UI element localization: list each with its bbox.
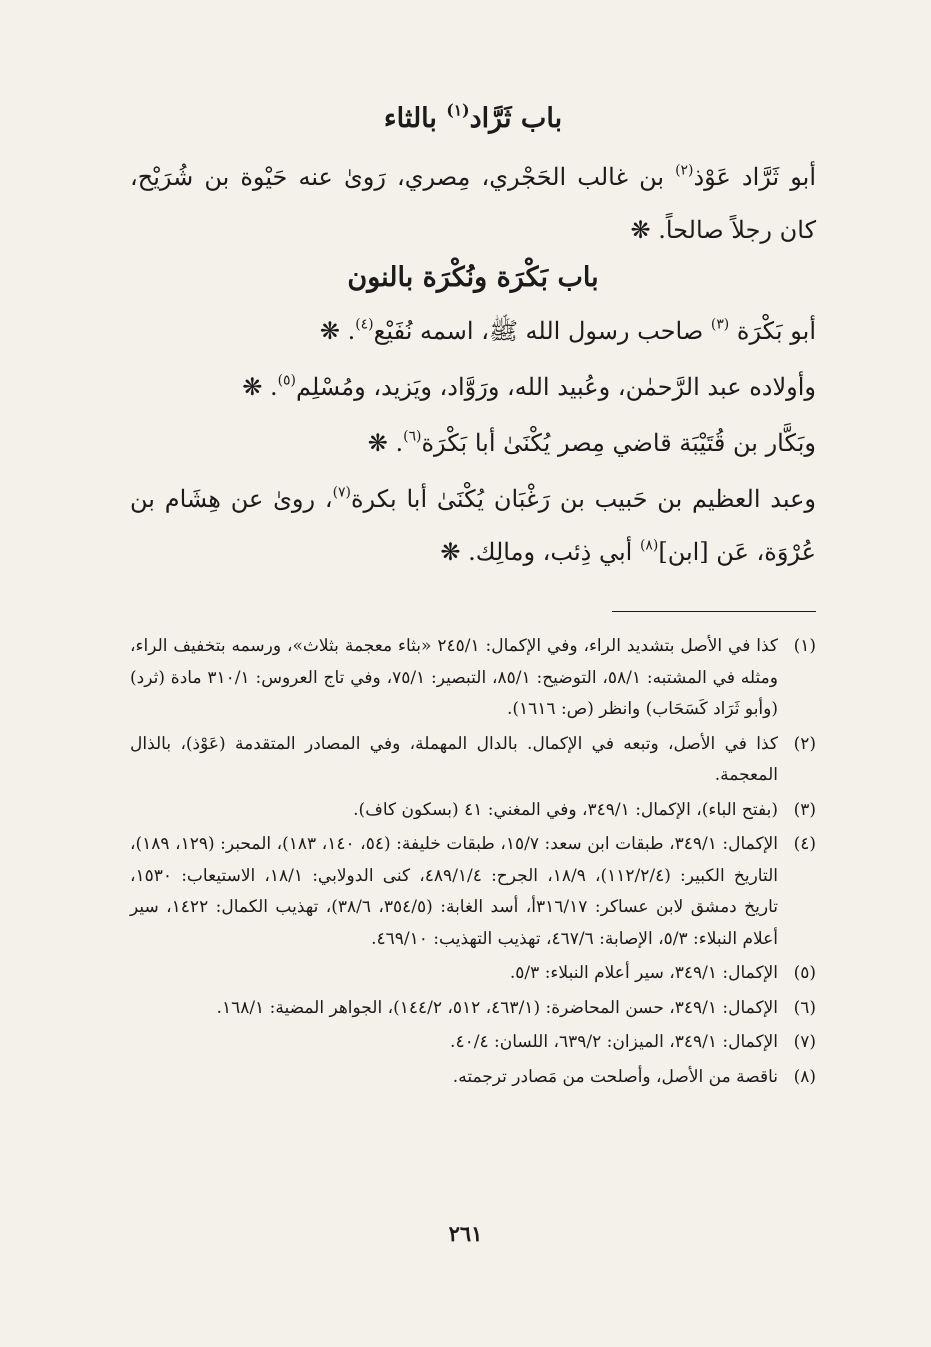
- footnote-number: (١): [793, 636, 816, 656]
- entry-bakkar: [130, 417, 816, 470]
- entry-text: صاحب رسول الله ﷺ، اسمه نُفَيْع: [373, 317, 711, 345]
- heading-text: باب بَكْرَة ونُكْرَة بالنون: [347, 262, 599, 293]
- entry-text: أبو بَكْرَة: [729, 317, 816, 345]
- section-heading-tharrad: [130, 99, 816, 139]
- footnote-divider: [612, 611, 816, 612]
- entry-text: . ❋: [319, 317, 356, 345]
- footnote-marker: (٣): [710, 316, 730, 333]
- footnote: [130, 631, 816, 726]
- footnote-text: (بفتح الباء)، الإكمال: ٣٤٩/١، وفي المغني: ٤١ (بسكون كاف).: [353, 799, 778, 820]
- entry-abd-al-azim: [130, 473, 816, 579]
- footnote-number: (٢): [793, 733, 816, 754]
- footnote-marker: (٦): [403, 428, 422, 445]
- footnote-number: (٣): [793, 799, 816, 820]
- entry-text: ، روىٰ عن هِشَام بن عُرْوَة، عَن [ابن]: [130, 485, 816, 566]
- entry-text: وبَكَّار بن قُتَيْبَة قاضي مِصر يُكْنَىٰ أبا بَكْرَة: [421, 429, 816, 457]
- footnote-text: الإكمال: ٣٤٩/١، الميزان: ٦٣٩/٢، اللسان: ٤٠/٤.: [450, 1032, 778, 1052]
- heading-text: باب ثَرَّاد: [469, 103, 563, 134]
- footnote-marker: (٧): [332, 484, 351, 501]
- footnote-number: (٧): [793, 1032, 816, 1052]
- entry-awlad: [130, 361, 816, 414]
- footnote-marker: (٤): [355, 316, 374, 333]
- entry-text: أبو ثَرَّاد عَوْذ: [693, 163, 817, 191]
- entry-text: . ❋: [242, 373, 278, 401]
- footnote-number: (٦): [793, 997, 816, 1018]
- entry-text: . ❋: [367, 429, 404, 457]
- entry-text: وأولاده عبد الرَّحمٰن، وعُبيد الله، ورَوَّاد، ويَزيد، ومُسْلِم: [295, 373, 816, 401]
- footnote-text: كذا في الأصل بتشديد الراء، وفي الإكمال: ٢٤٥/١ «بثاء معجمة بثلاث»، ورسمه بتخفيف الراء، ومثله في المشتبه: ٥٨/١، التوضيح: ٨٥/١، التبصير: ٧٥/١، وفي تاج العروس: ٣١٠/١ مادة (ثرد) (وأبو ثَرَاد كَسَحَاب) وانظر (ص: ١٦١٦).: [130, 636, 778, 719]
- footnote-number: (٤): [793, 834, 816, 854]
- footnote: [130, 1062, 816, 1094]
- footnote-marker: (٥): [277, 372, 296, 389]
- entry-text: أبي ذِئب، ومالِك. ❋: [440, 538, 640, 566]
- footnote-number: (٨): [793, 1066, 816, 1087]
- footnote: [130, 795, 816, 827]
- heading-text: بالثاء: [383, 103, 447, 134]
- entry-text: وعبد العظيم بن حَبيب بن رَغْبَان يُكْنَىٰ أبا بكرة: [350, 485, 816, 513]
- footnote-text: الإكمال: ٣٤٩/١، سير أعلام النبلاء: ٥/٣.: [509, 963, 778, 983]
- page-number: ٢٦١: [448, 1221, 483, 1246]
- footnote-marker: (١): [446, 100, 470, 120]
- footnote: [130, 729, 816, 792]
- footnote: [130, 829, 816, 955]
- footnote: [130, 993, 816, 1025]
- entry-paragraph: [130, 151, 816, 257]
- footnote-text: ناقصة من الأصل، وأصلحت من مَصادر ترجمته.: [452, 1066, 778, 1087]
- footnote-marker: (٢): [675, 162, 694, 179]
- footnotes: [130, 631, 816, 1093]
- entry-text: بن غالب الحَجْري، مِصري، رَوىٰ عنه حَيْوة بن شُرَيْح، كان رجلاً صالحاً. ❋: [130, 163, 816, 244]
- footnote-number: (٥): [793, 963, 816, 983]
- footnote-marker: (٨): [639, 537, 659, 554]
- footnote: [130, 958, 816, 990]
- entry-abu-tharrad: [130, 151, 816, 257]
- entry-abu-bakra: [130, 305, 816, 358]
- section-heading-bakra: [130, 258, 816, 298]
- footnote-text: الإكمال: ٣٤٩/١، حسن المحاضرة: (٤٦٣/١، ٥١٢، ١٤٤/٢)، الجواهر المضية: ١٦٨/١.: [216, 997, 778, 1018]
- footnote: [130, 1027, 816, 1059]
- footnote-text: كذا في الأصل، وتبعه في الإكمال. بالدال المهملة، وفي المصادر المتقدمة (عَوْذ)، بالذال المعجمة.: [130, 733, 778, 785]
- footnote-text: الإكمال: ٣٤٩/١، طبقات ابن سعد: ١٥/٧، طبقات خليفة: (٥٤، ١٤٠، ١٨٣)، المحبر: (١٢٩، ١٨٩)، التاريخ الكبير: (١١٢/٢/٤)، ١٨/٩، الجرح: ٤٨٩/١/٤، كنى الدولابي: ١٨/١، الاستيعاب: ١٥٣٠، تاريخ دمشق لابن عساكر: ٣١٦/١٧أ، أسد الغابة: (٣٥٤/٥، ٣٨/٦)، تهذيب الكمال: ١٤٢٢، سير أعلام النبلاء: ٥/٣، الإصابة: ٤٦٧/٦، تهذيب التهذيب: ٤٦٩/١٠.: [130, 834, 779, 949]
- entries-bakra: [130, 305, 816, 579]
